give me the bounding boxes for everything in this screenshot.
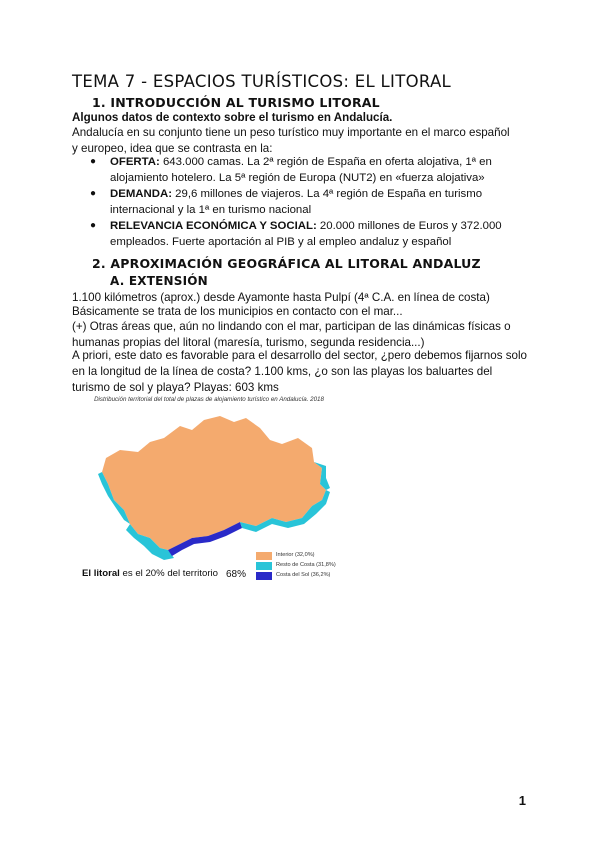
paragraph: A priori, este dato es favorable para el desarrollo del sector, ¿pero debemos fijarnos solo en la longitud de la línea de costa? 1.100 kms, ¿o son las playas los baluartes del turismo de sol y playa? Playas: 603 kms (72, 349, 527, 394)
paragraph: Básicamente se trata de los municipios en contacto con el mar... (72, 305, 403, 318)
bullet-label: DEMANDA: (110, 188, 173, 200)
map-region-interior (102, 416, 326, 550)
page-number: 1 (518, 793, 526, 808)
legend-label: Costa del Sol (36,2%) (276, 572, 331, 578)
bullet-label: OFERTA: (110, 156, 160, 168)
figure-note-text: es el 20% del territorio (119, 568, 218, 579)
paragraph: 1.100 kilómetros (aprox.) desde Ayamonte hasta Pulpí (4ª C.A. en línea de costa) (72, 291, 490, 304)
legend-swatch-costa-del-sol (256, 572, 272, 580)
bullet-text: 643.000 camas. La 2ª región de España en oferta alojativa, 1ª en alojamiento hotelero. La 5ª región de Europa (NUT2) en «fuerza alojativa» (110, 156, 492, 184)
legend-label: Resto de Costa (31,8%) (276, 562, 336, 568)
figure-percentage: 68% (226, 569, 247, 580)
figure-note (82, 568, 218, 579)
bullet-list (90, 154, 510, 250)
legend-swatch-interior (256, 552, 272, 560)
bullet-text: 29,6 millones de viajeros. La 4ª región de España en turismo internacional y la 1ª en turismo nacional (110, 188, 483, 216)
legend-swatch-resto-costa (256, 562, 272, 570)
section-1-subheading: Algunos datos de contexto sobre el turismo en Andalucía. (72, 111, 393, 124)
andalucia-map-figure (64, 392, 354, 592)
bullet-icon: ● (90, 188, 97, 199)
section-1-heading: 1. INTRODUCCIÓN AL TURISMO LITORAL (92, 95, 380, 110)
section-2-heading: 2. APROXIMACIÓN GEOGRÁFICA AL LITORAL ANDALUZ (92, 256, 481, 271)
bullet-icon: ● (90, 156, 97, 167)
subsection-a-heading: A. EXTENSIÓN (110, 274, 208, 288)
list-item (90, 186, 510, 218)
bullet-icon: ● (90, 220, 97, 231)
figure-note-bold: El litoral (82, 568, 120, 579)
document-title: TEMA 7 - ESPACIOS TURÍSTICOS: EL LITORAL (72, 72, 452, 91)
list-item (90, 154, 510, 186)
list-item (90, 218, 510, 250)
bullet-text: 20.000 millones de Euros y 372.000 empleados. Fuerte aportación al PIB y al empleo andaluz y español (110, 220, 502, 248)
section-1-intro: Andalucía en su conjunto tiene un peso turístico muy importante en el marco español y europeo, idea que se contrasta en la: (72, 126, 510, 155)
legend-label: Interior (32,0%) (276, 552, 315, 558)
paragraph: (+) Otras áreas que, aún no lindando con el mar, participan de las dinámicas físicas o humanas propias del litoral (maresía, turismo, segunda residencia...) (72, 320, 511, 349)
figure-caption: Distribución territorial del total de plazas de alojamiento turístico en Andalucía. 2018 (94, 396, 324, 403)
bullet-label: RELEVANCIA ECONÓMICA Y SOCIAL: (110, 220, 317, 232)
